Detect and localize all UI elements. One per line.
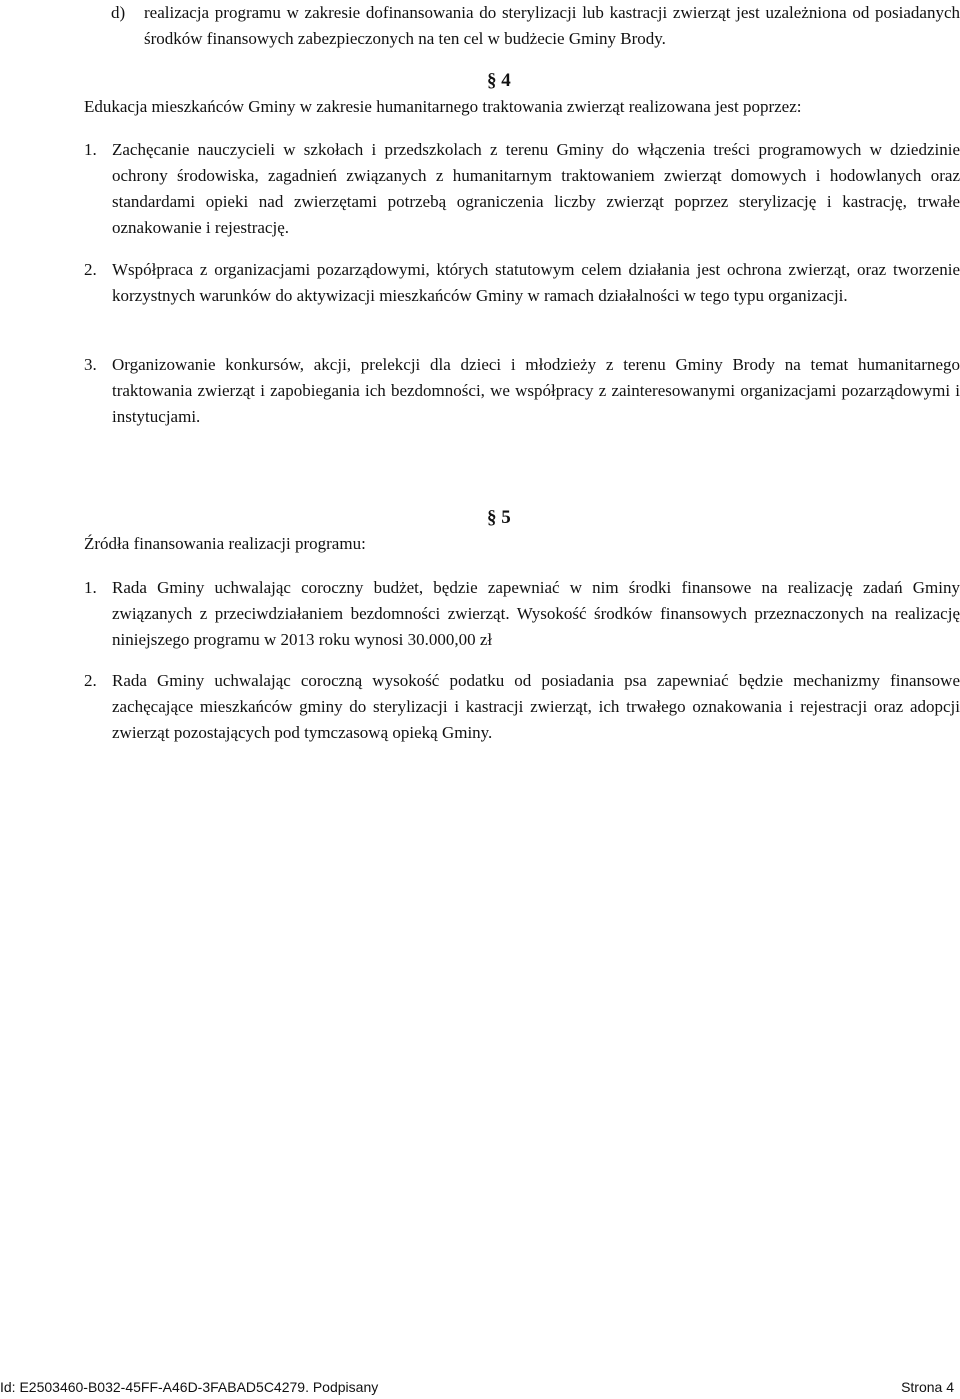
section-4-item-2: [84, 257, 960, 309]
list-item-text: Współpraca z organizacjami pozarządowymi, których statutowym celem działania jest ochrona zwierząt, oraz tworzenie korzystnych warunków do aktywizacji mieszkańców Gminy w ramach działalności w tego typu organizacji.: [112, 260, 960, 305]
section-5-item-2: [84, 668, 960, 746]
section-4-item-1: [84, 137, 960, 241]
list-item-text: Organizowanie konkursów, akcji, prelekcji dla dzieci i młodzieży z terenu Gminy Brody na temat humanitarnego traktowania zwierząt i zapobiegania ich bezdomności, we współpracy z zainteresowanymi organizacjami pozarządowymi i instytucjami.: [112, 355, 960, 426]
list-item-number: 2.: [84, 671, 97, 690]
list-item-text: Zachęcanie nauczycieli w szkołach i przedszkolach z terenu Gminy do włączenia treści programowych w dziedzinie ochrony środowiska, zagadnień związanych z humanitarnym traktowaniem zwierząt domowych i hodowlanych oraz standardami opieki nad zwierzętami potrzebą ograniczenia liczby zwierząt poprzez sterylizację i kastrację, trwałe oznakowanie i rejestrację.: [112, 140, 960, 237]
footer-document-id: Id: E2503460-B032-45FF-A46D-3FABAD5C4279. Podpisany: [0, 1379, 379, 1395]
list-item-number: 1.: [84, 140, 97, 159]
section-5-intro: Źródła finansowania realizacji programu:: [84, 534, 366, 553]
section-4-mark: § 4: [487, 70, 511, 91]
list-item-text: Rada Gminy uchwalając coroczną wysokość podatku od posiadania psa zapewniać będzie mechanizmy finansowe zachęcające mieszkańców gminy do sterylizacji i kastracji zwierząt, ich trwałego oznakowania i rejestracji oraz adopcji zwierząt pozostających pod tymczasową opieką Gminy.: [112, 671, 960, 742]
paragraph-d-text: realizacja programu w zakresie dofinansowania do sterylizacji lub kastracji zwierząt jest uzależniona od posiadanych środków finansowych zabezpieczonych na ten cel w budżecie Gminy Brody.: [144, 3, 960, 48]
section-4-intro: Edukacja mieszkańców Gminy w zakresie humanitarnego traktowania zwierząt realizowana jest poprzez:: [84, 97, 802, 116]
list-item-number: 2.: [84, 260, 97, 279]
paragraph-d: [84, 0, 960, 52]
section-4-item-3: [84, 352, 960, 430]
paragraph-d-label: d): [111, 3, 126, 22]
section-5-item-1: [84, 575, 960, 653]
section-5-mark: § 5: [487, 507, 511, 528]
list-item-number: 3.: [84, 355, 97, 374]
footer-page-number: Strona 4: [901, 1379, 954, 1395]
list-item-number: 1.: [84, 578, 97, 597]
list-item-text: Rada Gminy uchwalając coroczny budżet, będzie zapewniać w nim środki finansowe na realizację zadań Gminy związanych z przeciwdziałaniem bezdomności zwierząt. Wysokość środków finansowych przeznaczonych na realizację niniejszego programu w 2013 roku wynosi 30.000,00 zł: [112, 578, 960, 649]
